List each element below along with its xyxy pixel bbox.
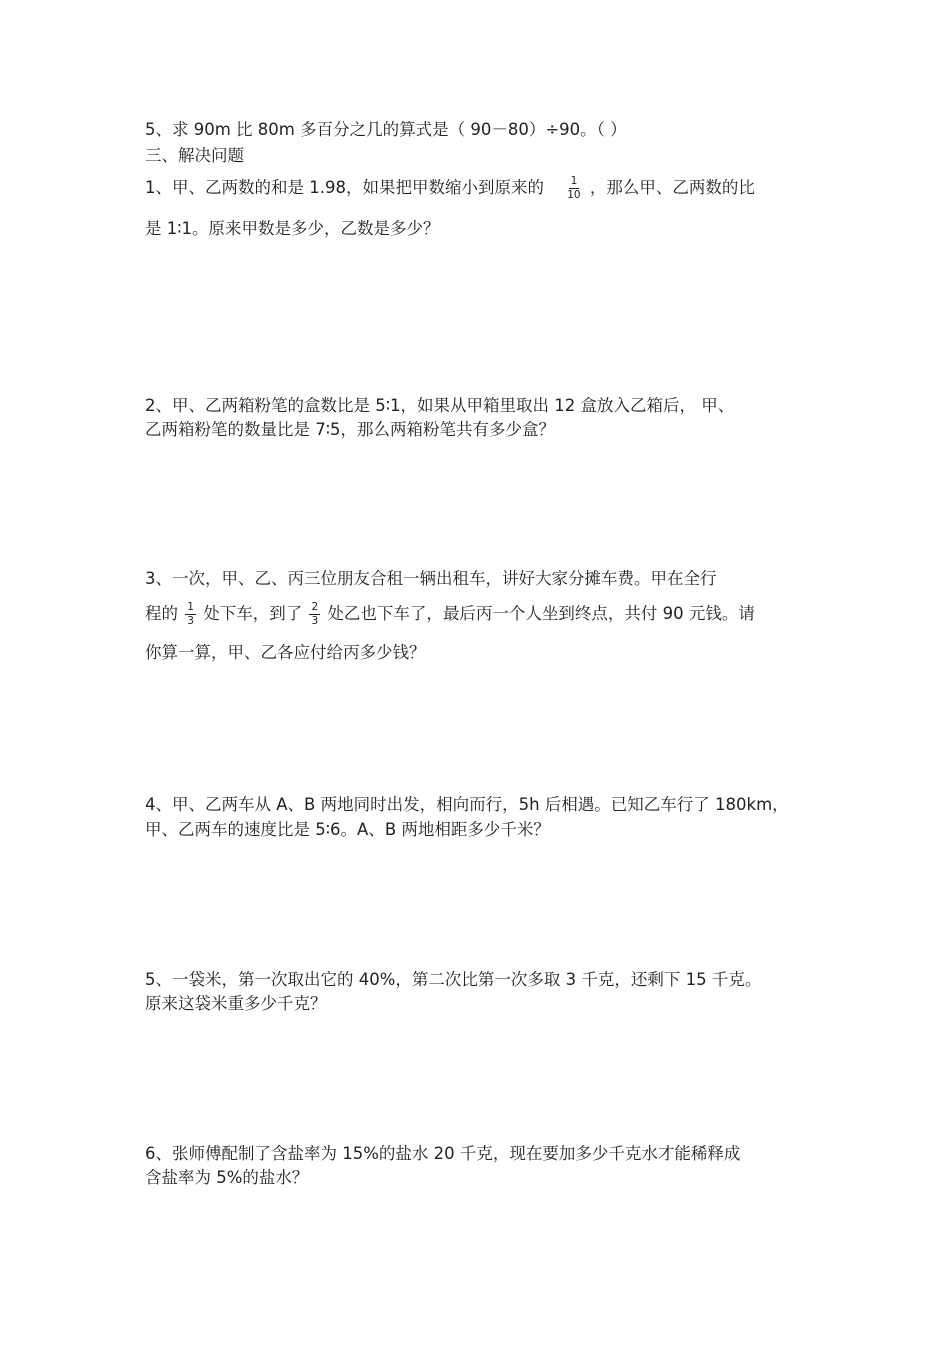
fraction-numerator: 1 — [569, 176, 580, 189]
problem-6-line-1 — [145, 1146, 740, 1163]
problem-3-line-2 — [145, 602, 755, 627]
fraction-two-thirds — [309, 602, 320, 627]
problem-1-line-1 — [145, 176, 755, 201]
problem-2-text-b: 乙两箱粉笔的数量比是 7∶5，那么两箱粉笔共有多少盒？ — [145, 420, 556, 439]
problem-5-line-1 — [145, 972, 761, 989]
fraction-one-third — [185, 602, 196, 627]
problem-5-line-2 — [145, 996, 327, 1013]
problem-2-line-1 — [145, 398, 734, 415]
judge-item-5 — [145, 122, 627, 139]
fraction-numerator: 1 — [185, 602, 196, 615]
problem-3-text-b2: 处下车，到了 — [203, 604, 303, 624]
problem-4-line-2 — [145, 822, 550, 839]
problem-6-text-a: 6、张师傅配制了含盐率为 15%的盐水 20 千克，现在要加多少千克水才能稀释成 — [145, 1144, 741, 1163]
section-title — [145, 148, 244, 165]
problem-1-text-b: ，那么甲、乙两数的比 — [589, 178, 755, 198]
problem-3-text-a: 3、一次，甲、乙、丙三位朋友合租一辆出租车，讲好大家分摊车费。甲在全行 — [145, 569, 717, 588]
problem-5-text-a: 5、一袋米，第一次取出它的 40%，第二次比第一次多取 3 千克，还剩下 15 千克。 — [145, 970, 762, 989]
fraction-denominator: 10 — [567, 189, 581, 202]
problem-3-text-c: 你算一算，甲、乙各应付给丙多少钱？ — [145, 643, 426, 662]
problem-3-text-b3: 处乙也下车了，最后丙一个人坐到终点，共付 90 元钱。请 — [327, 604, 755, 624]
problem-4-text-b: 甲、乙两车的速度比是 5∶6。A、B 两地相距多少千米？ — [145, 820, 550, 839]
problem-1-line-2 — [145, 221, 440, 238]
fraction-numerator: 2 — [309, 602, 320, 615]
problem-1-text-a: 1、甲、乙两数的和是 1.98，如果把甲数缩小到原来的 — [145, 178, 544, 198]
problem-1-text-c: 是 1∶1。原来甲数是多少，乙数是多少？ — [145, 219, 440, 238]
problem-6-line-2 — [145, 1170, 308, 1187]
fraction-one-tenth — [565, 176, 582, 201]
problem-6-text-b: 含盐率为 5%的盐水？ — [145, 1168, 309, 1187]
problem-4-text-a: 4、甲、乙两车从 A、B 两地同时出发，相向而行，5h 后相遇。已知乙车行了 180km， — [145, 795, 789, 814]
problem-2-text-a: 2、甲、乙两箱粉笔的盒数比是 5∶1，如果从甲箱里取出 12 盒放入乙箱后， 甲、 — [145, 396, 735, 415]
section-title-text: 三、解决问题 — [145, 146, 244, 165]
problem-4-line-1 — [145, 797, 789, 814]
problem-3-line-1 — [145, 571, 717, 588]
problem-2-line-2 — [145, 422, 555, 439]
problem-3-text-b1: 程的 — [145, 604, 178, 624]
problem-5-text-b: 原来这袋米重多少千克？ — [145, 994, 327, 1013]
fraction-denominator: 3 — [187, 615, 194, 628]
judge-item-5-text: 5、求 90m 比 80m 多百分之几的算式是（ 90－80）÷90。（ ） — [145, 120, 627, 139]
problem-3-line-3 — [145, 645, 426, 662]
fraction-denominator: 3 — [311, 615, 319, 628]
